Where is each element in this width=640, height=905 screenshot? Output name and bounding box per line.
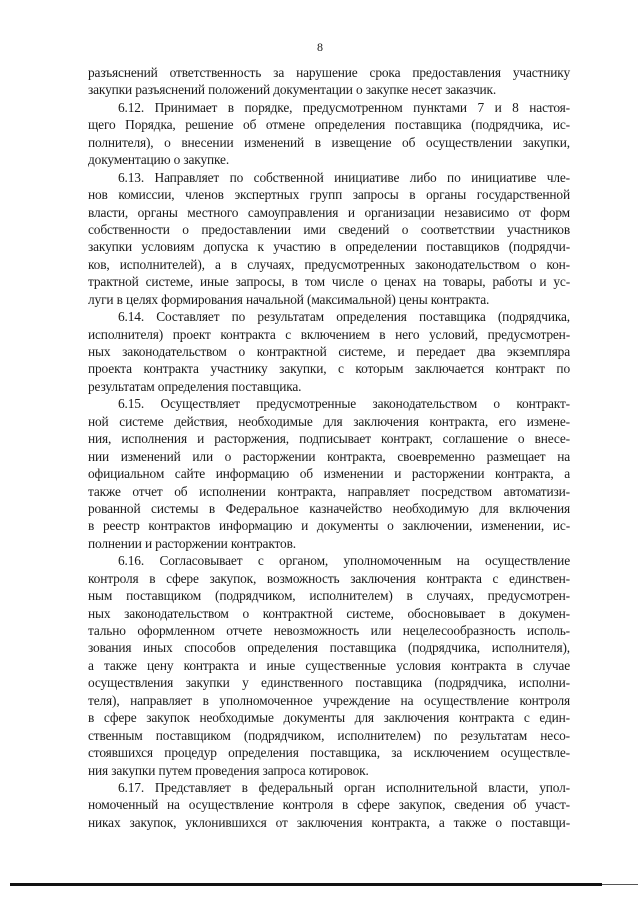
text-line: разъяснений ответственность за нарушение срока предоставления участнику — [88, 65, 570, 80]
text-line: луги в целях формирования начальной (максимальной) цены контракта. — [88, 291, 490, 307]
text-line: рованной системы в Федеральное казначейство необходимую для включения — [88, 500, 570, 516]
text-line: трактной системе, иные запросы, в том числе о ценах на товары, работы и ус- — [88, 274, 570, 290]
scan-bottom-edge — [0, 881, 640, 889]
text-line: документацию о закупке. — [88, 152, 230, 168]
text-line: полнителя), о внесении изменений в извещение об осуществлении закупки, — [88, 134, 570, 150]
text-line: тально оформленном отчете невозможность или нецелесообразность исполь- — [88, 623, 570, 638]
scan-edge-bar — [10, 883, 602, 886]
paragraph-first-line: 6.17. Представляет в федеральный орган исполнительной власти, упол- — [118, 779, 570, 795]
paragraph-first-line: 6.12. Принимает в порядке, предусмотренном пунктами 7 и 8 настоя- — [118, 99, 570, 115]
paragraph-first-line: 6.14. Составляет по результатам определения поставщика (подрядчика, — [118, 309, 570, 325]
text-line: осуществления закупки у единственного поставщика (подрядчика, исполни- — [88, 675, 570, 691]
text-line: ных законодательством о контрактной системе, обосновывает в докумен- — [88, 605, 570, 621]
text-line: полнении и расторжении контрактов. — [88, 535, 296, 551]
text-line: нов комиссии, членов экспертных групп запросы в органы государственной — [88, 187, 570, 203]
text-line: никах закупок, уклонившихся от заключения контракта, а также о поставщи- — [88, 814, 570, 830]
text-line: исполнителя) проект контракта с включением в него условий, предусмотрен- — [88, 326, 570, 342]
text-line: закупки условиям допуска к участию в определении поставщиков (подрядчи- — [88, 239, 570, 255]
text-line: официальном сайте информацию об изменении и расторжении контракта, а — [88, 466, 570, 482]
text-line: щего Порядка, решение об отмене определения поставщика (подрядчика, ис- — [88, 117, 570, 133]
paragraph-first-line: 6.16. Согласовывает с органом, уполномоченным на осуществление — [118, 553, 570, 569]
text-line: результатам определения поставщика. — [88, 378, 302, 394]
document-body-text — [88, 64, 570, 831]
text-line: ных законодательством о контрактной системе, и передает два экземпляра — [88, 344, 570, 359]
text-line: ния, исполнения и расторжения, подписывает контракт, соглашение о внесе- — [88, 431, 570, 447]
text-line: теля), направляет в уполномоченное учреждение на осуществление контроля — [88, 692, 570, 708]
text-line: проекта контракта участнику закупки, с которым заключается контракт по — [88, 361, 570, 377]
text-line: контроля в сфере закупок, возможность заключения контракта с единствен- — [88, 570, 570, 586]
scan-edge-bar-tail — [602, 884, 638, 885]
text-line: ков, исполнителей), а в случаях, предусмотренных законодательством о кон- — [88, 256, 570, 272]
text-line: собственности о предоставлении ими сведений о соответствии участников — [88, 221, 570, 237]
paragraph-first-line: 6.15. Осуществляет предусмотренные законодательством о контракт- — [118, 396, 570, 412]
paragraph-first-line: 6.13. Направляет по собственной инициативе либо по инициативе чле- — [118, 169, 570, 185]
text-line: закупки разъяснений положений документации о закупке несет заказчик. — [88, 82, 497, 98]
text-line: ной системе действия, необходимые для заключения контракта, его измене- — [88, 413, 570, 429]
text-line: ственным поставщиком (подрядчиком, исполнителем) по результатам несо- — [88, 727, 570, 743]
text-line: также отчет об исполнении контракта, направляет посредством автоматизи- — [88, 483, 570, 499]
text-line: номоченный на осуществление контроля в сфере закупок, сведения об участ- — [88, 797, 570, 813]
page-number: 8 — [317, 40, 323, 54]
text-line: в сфере закупок необходимые документы для заключения контракта с един- — [88, 710, 570, 726]
text-line: в реестр контрактов информацию и документы о заключении, изменении, ис- — [88, 518, 570, 534]
text-line: ным поставщиком (подрядчиком, исполнителем) в случаях, предусмотрен- — [88, 588, 570, 604]
text-line: а также цену контракта и иные существенные условия контракта в случае — [88, 657, 570, 673]
text-line: зования иных способов определения поставщика (подрядчика, исполнителя), — [88, 640, 570, 656]
text-line: ния закупки путем проведения запроса котировок. — [88, 762, 369, 778]
text-line: стоявшихся процедур определения поставщика, за исключением осуществле- — [88, 745, 570, 761]
text-line: власти, органы местного самоуправления и организации независимо от форм — [88, 204, 570, 220]
text-line: нии изменений или о расторжении контракта, своевременно размещает на — [88, 448, 570, 464]
